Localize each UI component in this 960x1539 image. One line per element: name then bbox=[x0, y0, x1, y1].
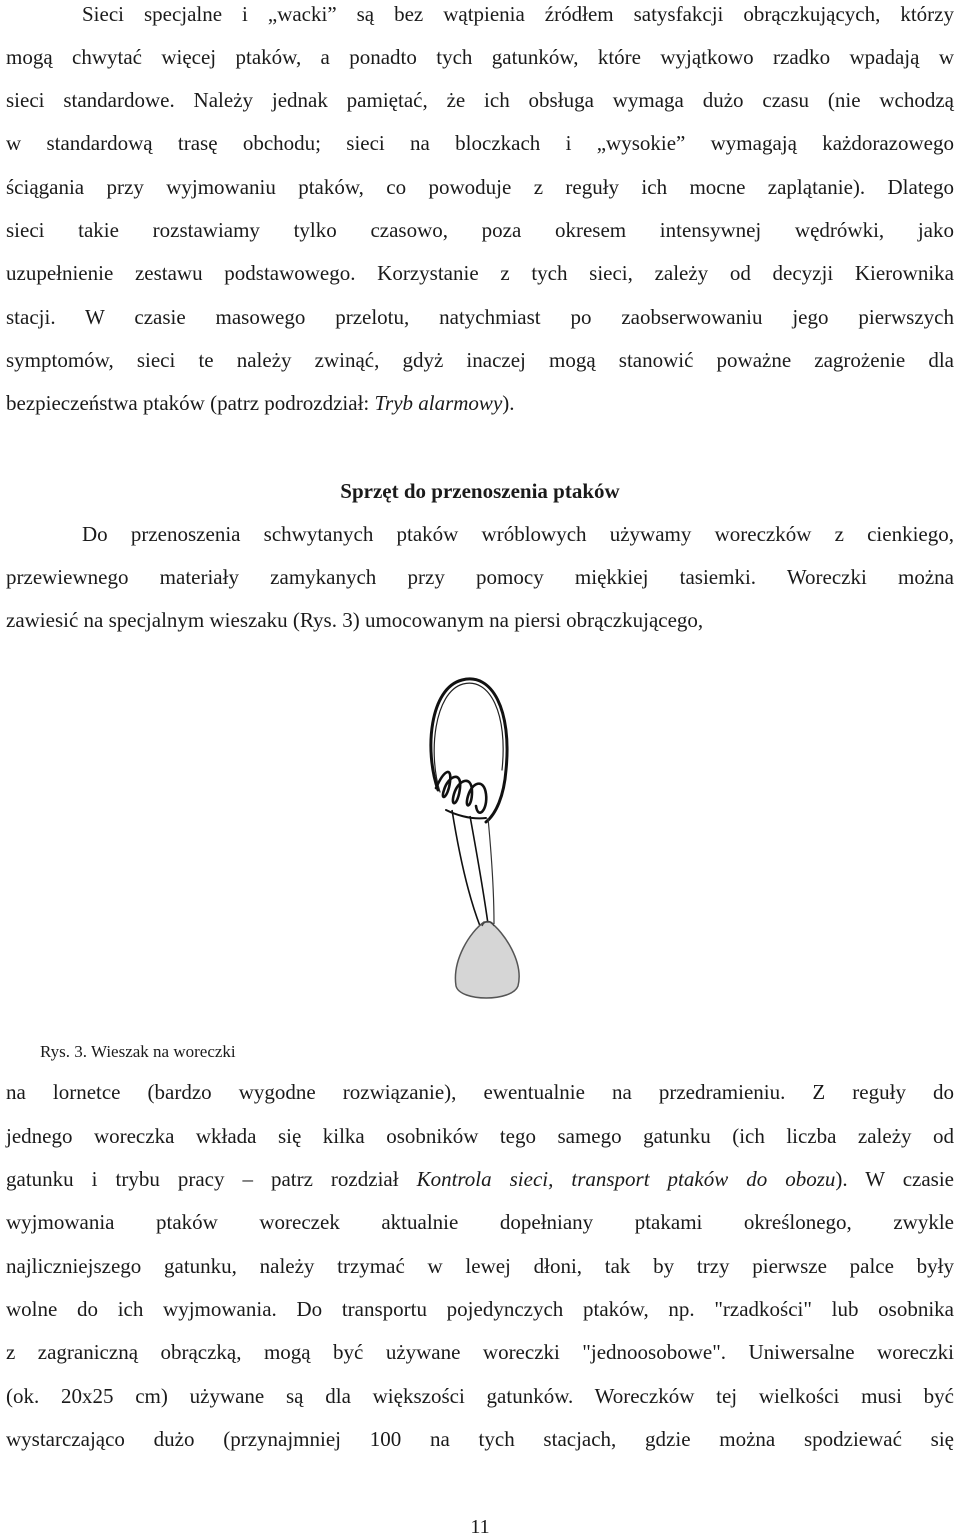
paragraph-line: wyjmowania ptaków woreczek aktualnie dopełniany ptakami określonego, zwykle bbox=[6, 1210, 954, 1234]
paragraph-line: Sieci specjalne i „wacki” są bez wątpienia źródłem satysfakcji obrączkujących, którzy bbox=[82, 2, 954, 26]
text-span: ). bbox=[502, 391, 515, 415]
paragraph-line: najliczniejszego gatunku, należy trzymać w lewej dłoni, tak by trzy pierwsze palce były bbox=[6, 1254, 954, 1278]
paragraph-line: wolne do ich wyjmowania. Do transportu pojedynczych ptaków, np. "rzadkości" lub osobnika bbox=[6, 1297, 954, 1321]
paragraph-line: sieci standardowe. Należy jednak pamiętać, że ich obsługa wymaga dużo czasu (nie wchodzą bbox=[6, 88, 954, 112]
paragraph-line: symptomów, sieci te należy zwinąć, gdyż inaczej mogą stanowić poważne zagrożenie dla bbox=[6, 348, 954, 372]
paragraph-line: zawiesić na specjalnym wieszaku (Rys. 3) umocowanym na piersi obrączkującego, bbox=[6, 608, 704, 632]
paragraph-line: jednego woreczka wkłada się kilka osobników tego samego gatunku (ich liczba zależy od bbox=[6, 1124, 954, 1148]
paragraph-line: stacji. W czasie masowego przelotu, natychmiast po zaobserwowaniu jego pierwszych bbox=[6, 305, 954, 329]
paragraph-line: (ok. 20x25 cm) używane są dla większości gatunków. Woreczków tej wielkości musi być bbox=[6, 1384, 954, 1408]
text-span: ). W czasie bbox=[835, 1167, 954, 1191]
paragraph-line: z zagraniczną obrączką, mogą być używane woreczki "jednoosobowe". Uniwersalne woreczki bbox=[6, 1340, 954, 1364]
paragraph-line: uzupełnienie zestawu podstawowego. Korzystanie z tych sieci, zależy od decyzji Kierownika bbox=[6, 261, 954, 285]
italic-reference: Tryb alarmowy bbox=[374, 391, 503, 415]
paragraph-line bbox=[6, 1167, 954, 1191]
section-heading: Sprzęt do przenoszenia ptaków bbox=[340, 479, 620, 503]
italic-reference: Kontrola sieci, transport ptaków do obozu bbox=[416, 1167, 836, 1191]
paragraph-line bbox=[6, 391, 515, 415]
figure-caption: Rys. 3. Wieszak na woreczki bbox=[40, 1042, 236, 1061]
paragraph-line: sieci takie rozstawiamy tylko czasowo, poza okresem intensywnej wędrówki, jako bbox=[6, 218, 954, 242]
text-span: bezpieczeństwa ptaków (patrz podrozdział: bbox=[6, 391, 375, 415]
text-span: gatunku i trybu pracy – patrz rozdział bbox=[6, 1167, 417, 1191]
page-number: 11 bbox=[470, 1516, 490, 1538]
bag-hanger-illustration bbox=[400, 670, 550, 1010]
paragraph-line: na lornetce (bardzo wygodne rozwiązanie), ewentualnie na przedramieniu. Z reguły do bbox=[6, 1080, 954, 1104]
paragraph-line: w standardową trasę obchodu; sieci na bloczkach i „wysokie” wymagają każdorazowego bbox=[6, 131, 954, 155]
paragraph-line: przewiewnego materiały zamykanych przy pomocy miękkiej tasiemki. Woreczki można bbox=[6, 565, 954, 589]
paragraph-line: Do przenoszenia schwytanych ptaków wróblowych używamy woreczków z cienkiego, bbox=[82, 522, 954, 546]
bag-hanger-drawing bbox=[400, 670, 550, 1010]
paragraph-line: mogą chwytać więcej ptaków, a ponadto tych gatunków, które wyjątkowo rzadko wpadają w bbox=[6, 45, 954, 69]
paragraph-line: ściągania przy wyjmowaniu ptaków, co powoduje z reguły ich mocne zaplątanie). Dlatego bbox=[6, 175, 954, 199]
paragraph-line: wystarczająco dużo (przynajmniej 100 na tych stacjach, gdzie można spodziewać się bbox=[6, 1427, 954, 1451]
